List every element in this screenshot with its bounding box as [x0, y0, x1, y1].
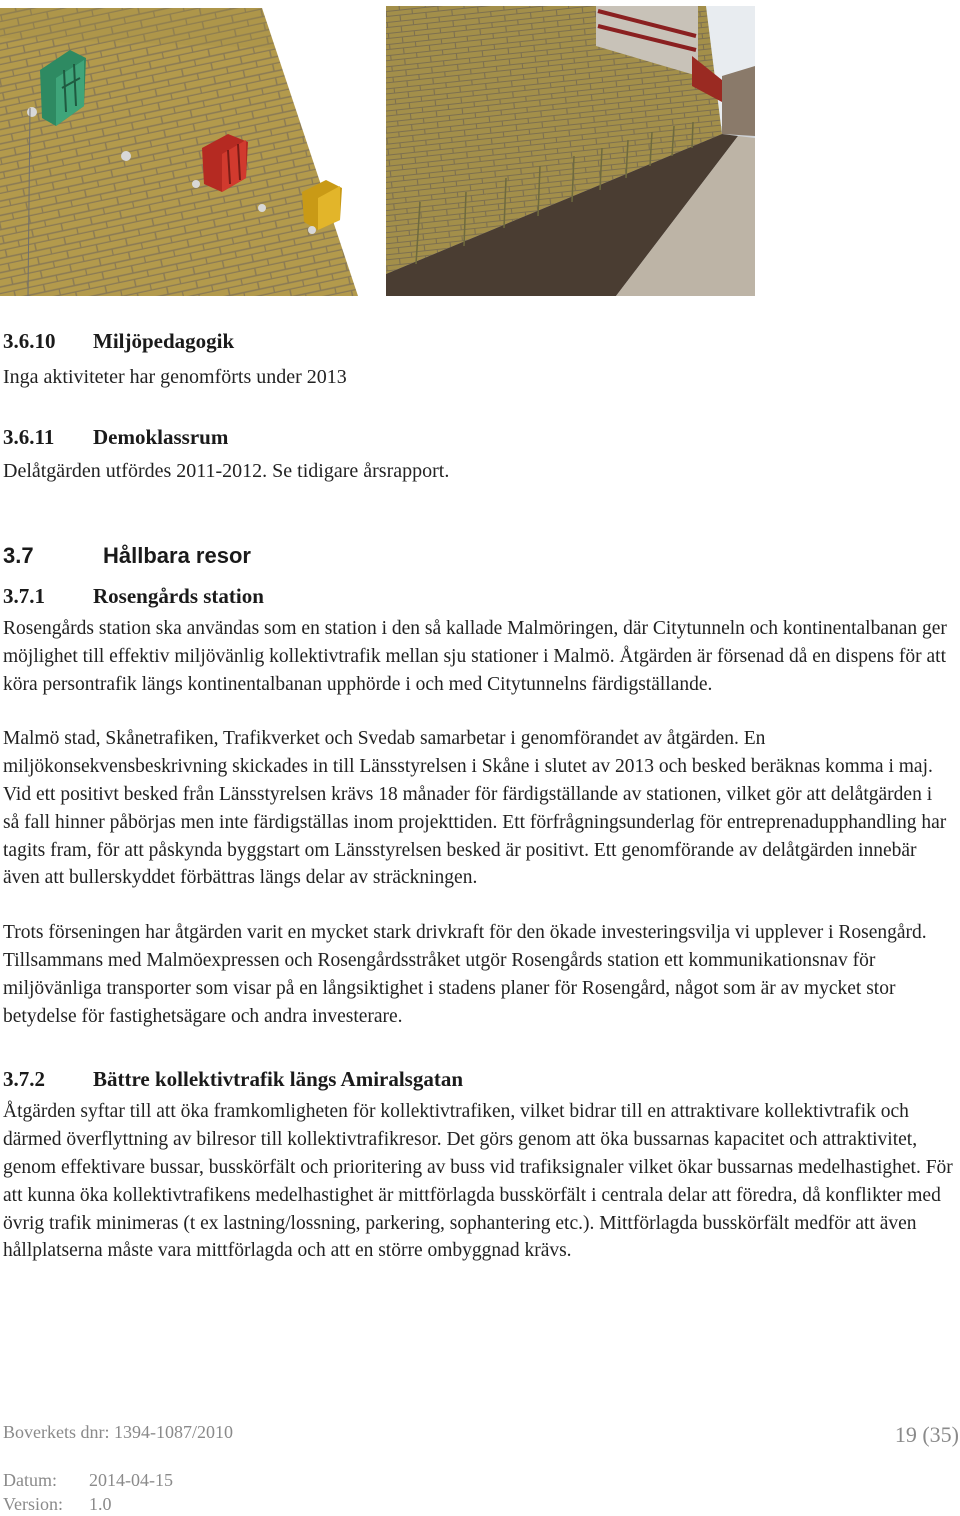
photo-birdhouses-on-brick-wall — [0, 8, 358, 296]
heading-title: Miljöpedagogik — [93, 329, 235, 353]
wall-photo-graphic — [386, 6, 755, 296]
paragraph-3-7-1-b: Malmö stad, Skånetrafiken, Trafikverket och Svedab samarbetar i genomförandet av åtgärden. En miljökonsekvensbeskrivning skickades in till Länsstyrelsen i Skåne i slutet av 2013 och besked beräknas komma i maj. Vid ett positivt besked från Länsstyrelsen krävs 18 månader för färdigställande av stationen, vilket gör att delåtgärden i så fall hinner påbörjas men inte färdigställas inom projekttiden. Ett förfrågningsunderlag för entreprenadupphandling har tagits fram, för att påskynda byggstart om Länsstyrelsen besked är positivt. Ett genomförande av delåtgärden innebär även att bullerskyddet förbättras längs delar av sträckningen. — [3, 728, 947, 889]
heading-number: 3.7.2 — [3, 1067, 45, 1092]
page-number: 19 (35) — [894, 1422, 959, 1447]
heading-number: 3.6.11 — [3, 425, 55, 449]
footer-metadata — [3, 1468, 959, 1516]
footer-version-row — [3, 1492, 959, 1516]
heading-number: 3.6.10 — [3, 329, 56, 353]
photo-brick-wall-with-saplings — [386, 6, 755, 296]
paragraph-3-6-10: Inga aktiviteter har genomförts under 2013 — [3, 366, 347, 388]
document-body — [3, 326, 953, 1265]
heading-number: 3.7.1 — [3, 584, 45, 608]
heading-number: 3.7 — [3, 543, 34, 568]
heading-title: Demoklassrum — [93, 425, 229, 449]
heading-3-7-2 — [3, 1064, 953, 1094]
heading-3-7-1 — [3, 581, 953, 611]
heading-3-6-10 — [3, 326, 953, 356]
date-value: 2014-04-15 — [89, 1470, 173, 1490]
footer-reference — [3, 1422, 959, 1447]
version-value: 1.0 — [89, 1494, 112, 1514]
heading-3-7 — [3, 541, 953, 571]
heading-3-6-11 — [3, 422, 953, 452]
heading-title: Bättre kollektivtrafik längs Amiralsgatan — [93, 1067, 464, 1092]
footer-date-row — [3, 1468, 959, 1492]
date-label: Datum: — [3, 1470, 57, 1490]
photo-strip — [0, 6, 960, 296]
paragraph-3-7-2: Åtgärden syftar till att öka framkomligheten för kollektivtrafiken, vilket bidrar till en attraktivare kollektivtrafik och därmed överflyttning av bilresor till kollektivtrafikresor. Det görs genom att öka bussarnas kapacitet och attraktivitet, genom effektivare bussar, busskörfält och prioritering av buss vid trafiksignaler vilket ökar bussarnas medelhastighet. För att kunna öka kollektivtrafikens medelhastighet är mittförlagda busskörfält i centrala delar att föredra, då konflikter med övrig trafik minimeras (t ex lastning/lossning, parkering, sophantering etc.). Mittförlagda busskörfält medför att även hållplatserna måste vara mittförlagda och att en större ombyggnad krävs. — [3, 1101, 953, 1262]
footer-dnr: Boverkets dnr: 1394-1087/2010 — [3, 1422, 233, 1442]
paragraph-3-7-1-c: Trots förseningen har åtgärden varit en mycket stark drivkraft för den ökade investeringsvilja vi upplever i Rosengård. Tillsammans med Malmöexpressen och Rosengårdsstråket utgör Rosengårds station ett kommunikationsnav för miljövänliga transporter som visar på en långsiktighet i stadens planer för Rosengård, något som är av mycket stor betydelse för fastighetsägare och andra investerare. — [3, 922, 927, 1027]
paragraph-3-7-1-a: Rosengårds station ska användas som en station i den så kallade Malmöringen, där Citytunneln och kontinentalbanan ger möjlighet till effektiv miljövänlig kollektivtrafik mellan sju stationer i Malmö. Åtgärden är försenad då en dispens för att köra persontrafik längs kontinentalbanan upphörde i och med Citytunnelns färdigställande. — [3, 618, 947, 695]
paragraph-3-6-11: Delåtgärden utfördes 2011-2012. Se tidigare årsrapport. — [3, 460, 450, 482]
heading-title: Hållbara resor — [103, 543, 251, 568]
version-label: Version: — [3, 1494, 63, 1514]
heading-title: Rosengårds station — [93, 584, 264, 608]
birdhouse-photo-graphic — [0, 8, 358, 296]
